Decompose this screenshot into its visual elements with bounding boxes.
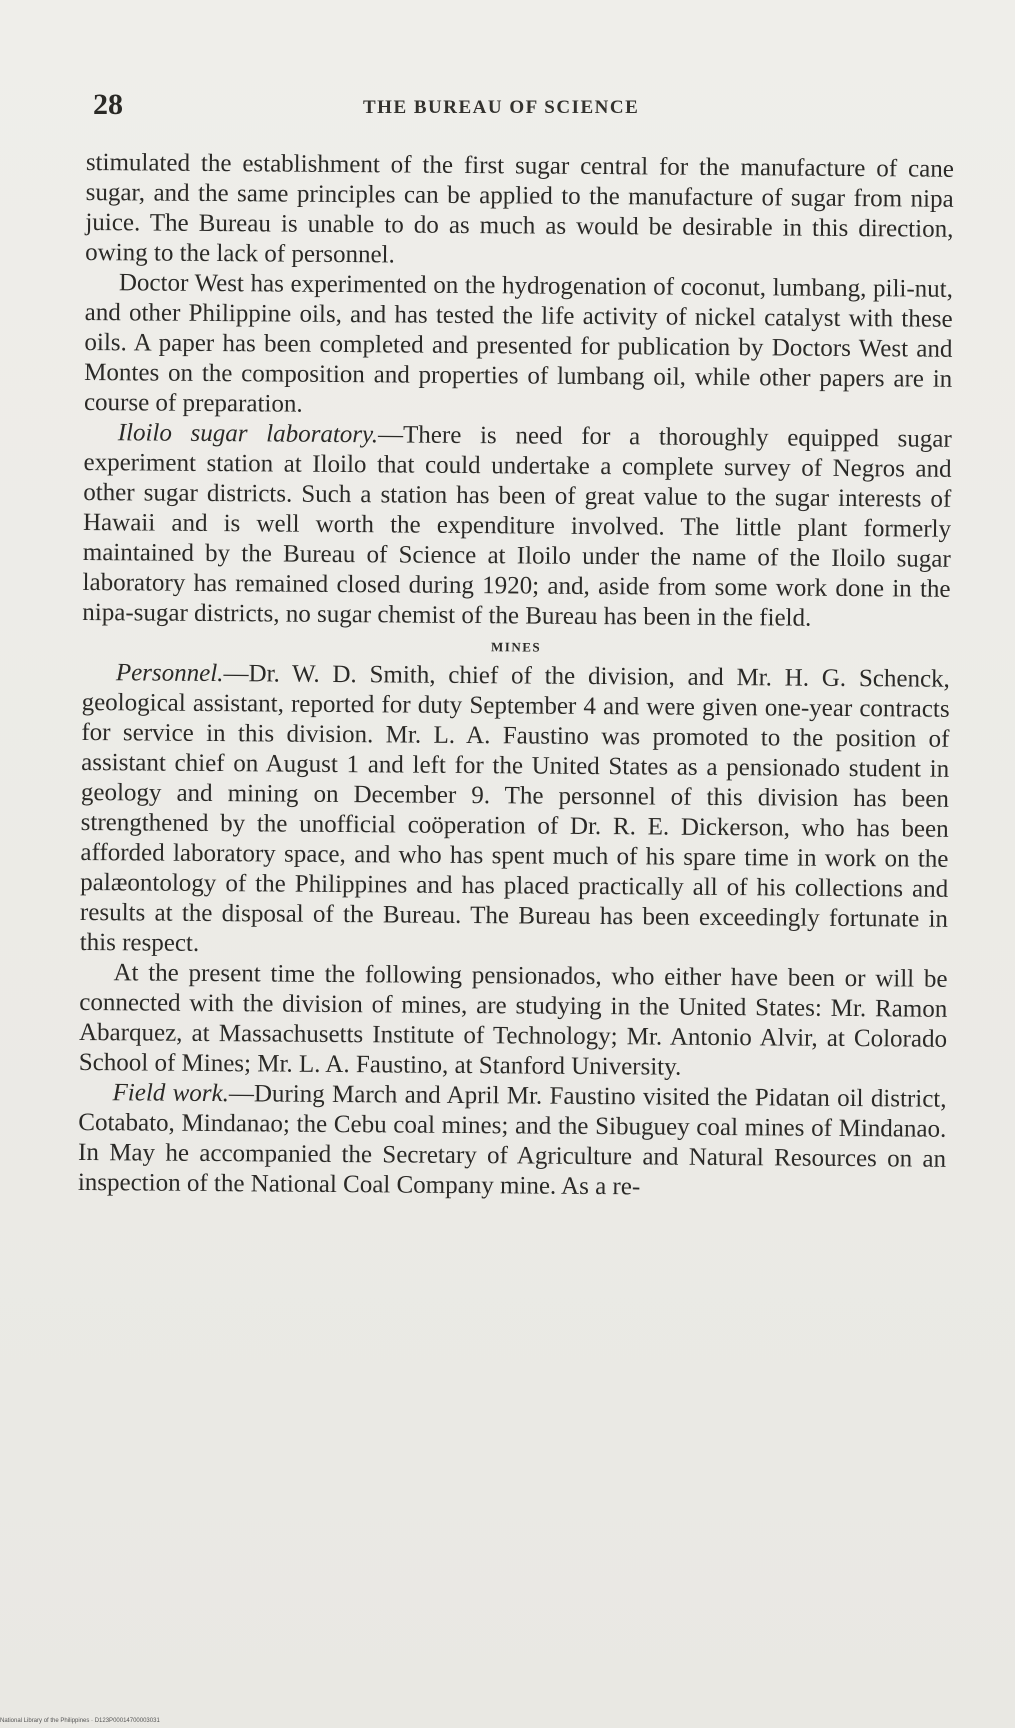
page-number: 28 [93, 88, 123, 121]
paragraph-field-work [78, 1078, 947, 1205]
paragraph-continuation: stimulated the establishment of the first sugar central for the manufacture of cane sugar, and the same principles can be applied to the manufacture of sugar from nipa juice. The Bureau is unable to do as much as would be desirable in this direction, owing to the lack of personnel. [85, 148, 954, 269]
section-heading-mines: MINES [490, 639, 542, 655]
running-head: THE BUREAU OF SCIENCE [363, 97, 640, 118]
paragraph-text-personnel: —Dr. W. D. Smith, chief of the division, and Mr. H. G. Schenck, geological assistant, reported for duty September 4 and were given one-year contracts for service in this division. Mr. L. A. Faustino was promoted to the position of assistant chief on August 1 and left for the United States as a pensionado student in geology and mining on December 9. The personnel of this division has been strengthened by the unofficial coöperation of Dr. R. E. Dickerson, who has been afforded laboratory space, and who has spent much of his spare time in work on the palæontology of the Philippines and has placed practically all of his collections and results at the disposal of the Bureau. The Bureau has been exceedingly fortunate in this respect. [79, 660, 950, 957]
paragraph-text-field-work: —During March and April Mr. Faustino visited the Pidatan oil district, Cotabato, Mindanao; the Cebu coal mines; and the Sibuguey coal mines of Mindanao. In May he accompanied the Secretary of Agriculture and Natural Resources on an inspection of the National Coal Company mine. As a re- [77, 1080, 947, 1201]
body-text [78, 148, 954, 1205]
runin-heading-field-work: Field work. [112, 1079, 230, 1108]
paragraph-text-iloilo: —There is need for a thoroughly equipped sugar experiment station at Iloilo that could undertake a complete survey of Negros and other sugar districts. Such a station has been of great value to the sugar interests of Hawaii and is well worth the expenditure involved. The little plant formerly maintained by the Bureau of Science at Iloilo under the name of the Iloilo sugar laboratory has remained closed during 1920; and, aside from some work done in the nipa-sugar districts, no sugar chemist of the Bureau has been in the field. [82, 421, 952, 632]
page-header [93, 88, 953, 128]
paragraph-iloilo-sugar-laboratory [82, 418, 952, 635]
paragraph-west-hydrogenation: Doctor West has experimented on the hydrogenation of coconut, lumbang, pili-nut, and other Philippine oils, and has tested the life activity of nickel catalyst with these oils. A paper has been completed and presented for publication by Doctors West and Montes on the composition and properties of lumbang oil, while other papers are in course of preparation. [83, 269, 954, 418]
scan-credit: National Library of the Philippines · D123P00014700003031 [0, 1718, 160, 1724]
paragraph-pensionados: At the present time the following pensionados, who either have been or will be connected with the division of mines, are studying in the United States: Mr. Ramon Abarquez, at Massachusetts Institute of Technology; Mr. Antonio Alvir, at Colorado School of Mines; Mr. L. A. Faustino, at Stanford University. [78, 959, 948, 1081]
runin-heading-iloilo: Iloilo sugar laboratory. [117, 419, 379, 449]
runin-heading-personnel: Personnel. [115, 659, 224, 688]
paragraph-personnel [80, 658, 950, 965]
